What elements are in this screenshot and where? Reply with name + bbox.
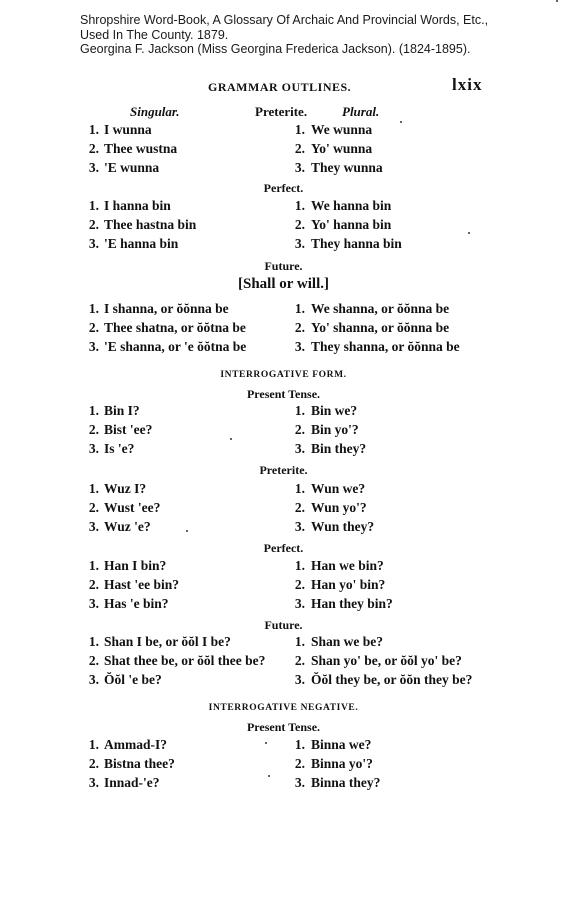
plural-form: Yo' shanna, or ŏŏnna be: [311, 320, 450, 335]
singular-form: Ŏŏl 'e be?: [104, 672, 162, 687]
perfect-heading: Perfect.: [263, 181, 304, 195]
conjugation-row: [0, 519, 567, 538]
conjugation-row: [0, 160, 567, 179]
plural-form: Bin we?: [311, 403, 358, 418]
conjugation-row: [0, 141, 567, 160]
person-number: 1.: [294, 481, 305, 496]
person-number: 2.: [88, 500, 99, 515]
singular-form: 'E wunna: [104, 160, 160, 175]
plural-form: We wunna: [311, 122, 373, 137]
person-number: 3.: [88, 339, 99, 354]
conjugation-row: [0, 481, 567, 500]
person-number: 2.: [294, 500, 305, 515]
present-tense-heading: Present Tense.: [246, 387, 321, 401]
print-speck: [400, 121, 402, 123]
singular-form: Shan I be, or ŏŏl I be?: [104, 634, 231, 649]
person-number: 3.: [88, 236, 99, 251]
person-number: 2.: [294, 217, 305, 232]
conjugation-row: [0, 217, 567, 236]
conjugation-row: [0, 500, 567, 519]
plural-form: Shan yo' be, or ŏŏl yo' be?: [311, 653, 462, 668]
conjugation-row: [0, 198, 567, 217]
person-number: 1.: [88, 301, 99, 316]
interrogative-form-heading: INTERROGATIVE FORM.: [220, 370, 347, 380]
singular-heading: Singular.: [130, 104, 180, 119]
plural-form: We hanna bin: [311, 198, 392, 213]
plural-heading: Plural.: [342, 104, 380, 119]
person-number: 3.: [294, 441, 305, 456]
person-number: 1.: [294, 737, 305, 752]
source-note-line-2: Used In The County. 1879.: [80, 27, 229, 42]
singular-form: Ammad-I?: [104, 737, 167, 752]
person-number: 3.: [88, 775, 99, 790]
conjugation-row: [0, 339, 567, 358]
print-speck: [468, 232, 470, 234]
person-number: 3.: [88, 160, 99, 175]
person-number: 1.: [88, 737, 99, 752]
conjugation-row: [0, 558, 567, 577]
singular-form: Hast 'ee bin?: [104, 577, 180, 592]
singular-form: 'E shanna, or 'e ŏŏtna be: [104, 339, 247, 354]
conjugation-row: [0, 236, 567, 255]
conjugation-row: [0, 122, 567, 141]
singular-form: Thee shatna, or ŏŏtna be: [104, 320, 246, 335]
plural-form: Wun yo'?: [311, 500, 367, 515]
person-number: 1.: [294, 198, 305, 213]
conjugation-row: [0, 653, 567, 672]
person-number: 2.: [88, 653, 99, 668]
person-number: 2.: [294, 320, 305, 335]
plural-form: Ŏŏl they be, or ŏŏn they be?: [311, 672, 473, 687]
conjugation-row: [0, 301, 567, 320]
singular-form: Shat thee be, or ŏŏl thee be?: [104, 653, 266, 668]
person-number: 2.: [88, 577, 99, 592]
conjugation-row: [0, 441, 567, 460]
conjugation-row: [0, 737, 567, 756]
person-number: 1.: [294, 301, 305, 316]
person-number: 1.: [88, 558, 99, 573]
plural-form: Binna yo'?: [311, 756, 373, 771]
plural-form: Yo' hanna bin: [311, 217, 392, 232]
person-number: 3.: [294, 596, 305, 611]
person-number: 3.: [88, 596, 99, 611]
conjugation-row: [0, 634, 567, 653]
person-number: 2.: [88, 320, 99, 335]
singular-form: Has 'e bin?: [104, 596, 169, 611]
person-number: 3.: [294, 160, 305, 175]
singular-form: Thee hastna bin: [104, 217, 197, 232]
person-number: 3.: [294, 339, 305, 354]
singular-form: Wuz I?: [104, 481, 147, 496]
plural-form: Han yo' bin?: [311, 577, 386, 592]
future-subheading: [Shall or will.]: [238, 276, 329, 292]
person-number: 3.: [294, 236, 305, 251]
conjugation-row: [0, 320, 567, 339]
person-number: 1.: [294, 558, 305, 573]
person-number: 2.: [88, 422, 99, 437]
person-number: 2.: [294, 756, 305, 771]
plural-form: Han they bin?: [311, 596, 393, 611]
print-speck: [230, 438, 232, 440]
person-number: 2.: [88, 217, 99, 232]
conjugation-row: [0, 672, 567, 691]
plural-form: They shanna, or ŏŏnna be: [311, 339, 460, 354]
plural-form: We shanna, or ŏŏnna be: [311, 301, 450, 316]
singular-form: Wust 'ee?: [104, 500, 161, 515]
print-speck: [268, 775, 270, 777]
future-heading: Future.: [264, 259, 303, 273]
conjugation-row: [0, 775, 567, 794]
conjugation-row: [0, 422, 567, 441]
page-number: lxix: [452, 75, 483, 94]
plural-form: Yo' wunna: [311, 141, 373, 156]
plural-form: Bin yo'?: [311, 422, 359, 437]
person-number: 1.: [88, 403, 99, 418]
person-number: 2.: [88, 756, 99, 771]
conjugation-row: [0, 756, 567, 775]
present-tense-heading-2: Present Tense.: [246, 720, 321, 734]
conjugation-row: [0, 577, 567, 596]
person-number: 2.: [294, 577, 305, 592]
source-note-line-1: Shropshire Word-Book, A Glossary Of Archaic And Provincial Words, Etc.,: [80, 13, 489, 27]
singular-form: Han I bin?: [104, 558, 167, 573]
person-number: 1.: [88, 122, 99, 137]
plural-form: Wun we?: [311, 481, 366, 496]
print-speck: [556, 0, 558, 2]
singular-form: Is 'e?: [104, 441, 135, 456]
person-number: 1.: [88, 634, 99, 649]
plural-form: Binna we?: [311, 737, 372, 752]
conjugation-row: [0, 596, 567, 615]
interrogative-negative-heading: INTERROGATIVE NEGATIVE.: [208, 703, 359, 713]
plural-form: Binna they?: [311, 775, 381, 790]
person-number: 2.: [294, 422, 305, 437]
singular-form: Bistna thee?: [104, 756, 175, 771]
person-number: 3.: [294, 775, 305, 790]
page-title: GRAMMAR OUTLINES.: [208, 80, 352, 94]
person-number: 1.: [294, 403, 305, 418]
print-speck: [265, 742, 267, 744]
person-number: 1.: [294, 634, 305, 649]
source-note-line-3: Georgina F. Jackson (Miss Georgina Frederica Jackson). (1824-1895).: [80, 42, 471, 56]
person-number: 3.: [294, 672, 305, 687]
person-number: 2.: [88, 141, 99, 156]
person-number: 1.: [88, 198, 99, 213]
source-note: [80, 13, 488, 57]
future-heading-2: Future.: [264, 618, 303, 632]
singular-form: Wuz 'e?: [104, 519, 151, 534]
plural-form: Han we bin?: [311, 558, 384, 573]
conjugation-row: [0, 403, 567, 422]
singular-form: Thee wustna: [104, 141, 178, 156]
plural-form: Wun they?: [311, 519, 375, 534]
perfect-heading-2: Perfect.: [263, 541, 304, 555]
person-number: 2.: [294, 141, 305, 156]
singular-form: 'E hanna bin: [104, 236, 179, 251]
person-number: 3.: [294, 519, 305, 534]
singular-form: I hanna bin: [104, 198, 171, 213]
print-speck: [186, 530, 188, 532]
person-number: 3.: [88, 519, 99, 534]
plural-form: They wunna: [311, 160, 383, 175]
person-number: 1.: [88, 481, 99, 496]
singular-form: I shanna, or ŏŏnna be: [104, 301, 229, 316]
person-number: 2.: [294, 653, 305, 668]
plural-form: They hanna bin: [311, 236, 402, 251]
singular-form: Bist 'ee?: [104, 422, 153, 437]
singular-form: I wunna: [104, 122, 152, 137]
person-number: 1.: [294, 122, 305, 137]
person-number: 3.: [88, 441, 99, 456]
singular-form: Innad-'e?: [104, 775, 160, 790]
preterite-heading-2: Preterite.: [259, 463, 308, 477]
preterite-heading: Preterite.: [255, 104, 308, 119]
plural-form: Shan we be?: [311, 634, 384, 649]
plural-form: Bin they?: [311, 441, 367, 456]
singular-form: Bin I?: [104, 403, 140, 418]
person-number: 3.: [88, 672, 99, 687]
